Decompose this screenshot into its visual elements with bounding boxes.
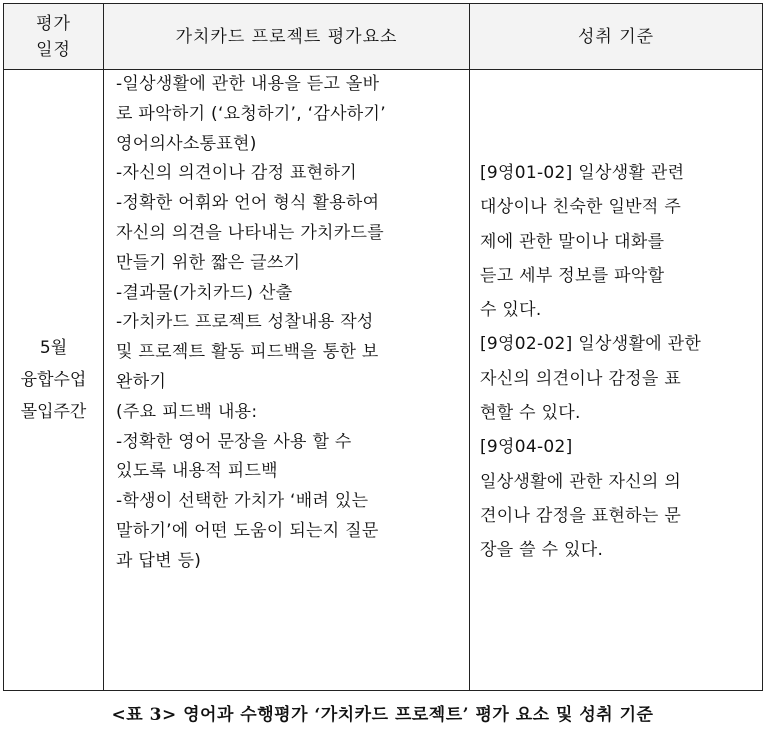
date-line1: 5월: [39, 338, 68, 358]
evaluation-table: [3, 3, 763, 691]
criteria-line: [9영04-02]: [480, 437, 573, 458]
element-line: 만들기 위한 짧은 글쓰기: [116, 252, 301, 273]
criteria-line: [9영01-02] 일상생활 관련: [480, 163, 685, 183]
criteria-line: 현할 수 있다.: [480, 403, 581, 424]
criteria-line: 수 있다.: [480, 300, 542, 321]
table-caption: <표 3> 영어과 수행평가 ‘가치카드 프로젝트’ 평가 요소 및 성취 기준: [111, 705, 654, 725]
criteria-line: [9영02-02] 일상생활에 관한: [480, 334, 702, 355]
header-date: [4, 4, 104, 70]
element-line: 과 답변 등): [116, 550, 202, 571]
criteria-line: 제에 관한 말이나 대화를: [480, 231, 665, 252]
element-line: 및 프로젝트 활동 피드백을 통한 보: [116, 342, 379, 363]
element-line: 있도록 내용적 피드백: [116, 461, 278, 482]
element-line: 로 파악하기 (‘요청하기’, ‘감사하기’: [116, 103, 386, 124]
element-line: (주요 피드백 내용:: [116, 401, 258, 422]
element-line: 말하기’에 어떤 도움이 되는지 질문: [116, 520, 379, 541]
element-line: 자신의 의견을 나타내는 가치카드를: [116, 222, 384, 243]
element-line: -일상생활에 관한 내용을 듣고 올바: [116, 74, 380, 94]
element-line: -정확한 어휘와 언어 형식 활용하여: [116, 193, 380, 214]
date-line2: 융합수업: [20, 370, 87, 390]
element-line: -가치카드 프로젝트 성찰내용 작성: [116, 312, 374, 333]
date-line3: 몰입주간: [20, 402, 87, 422]
criteria-list: [480, 156, 752, 568]
header-criteria: 성취 기준: [470, 4, 763, 70]
criteria-line: 일상생활에 관한 자신의 의: [480, 471, 682, 492]
element-line: 완하기: [116, 371, 167, 392]
criteria-line: 대상이나 친숙한 일반적 주: [480, 197, 682, 218]
elements-list: [116, 70, 461, 577]
header-date-line2: 일정: [36, 39, 71, 60]
criteria-line: 듣고 세부 정보를 파악할: [480, 265, 665, 286]
header-date-line1: 평가: [36, 13, 71, 34]
header-elements: 가치카드 프로젝트 평가요소: [104, 4, 470, 70]
element-line: -정확한 영어 문장을 사용 할 수: [116, 431, 352, 452]
criteria-line: 장을 쓸 수 있다.: [480, 540, 604, 561]
criteria-line: 견이나 감정을 표현하는 문: [480, 505, 682, 526]
header-row: [4, 4, 763, 70]
element-line: -학생이 선택한 가치가 ‘배려 있는: [116, 491, 369, 512]
element-line: -자신의 의견이나 감정 표현하기: [116, 163, 357, 184]
element-line: -결과물(가치카드) 산출: [116, 282, 293, 303]
content-row: [4, 70, 763, 691]
element-line: 영어의사소통표현): [116, 133, 257, 154]
date-cell: [4, 70, 104, 691]
criteria-cell: [470, 70, 763, 691]
criteria-line: 자신의 의견이나 감정을 표: [480, 368, 682, 389]
elements-cell: [104, 70, 470, 691]
evaluation-table-container: [3, 3, 762, 691]
